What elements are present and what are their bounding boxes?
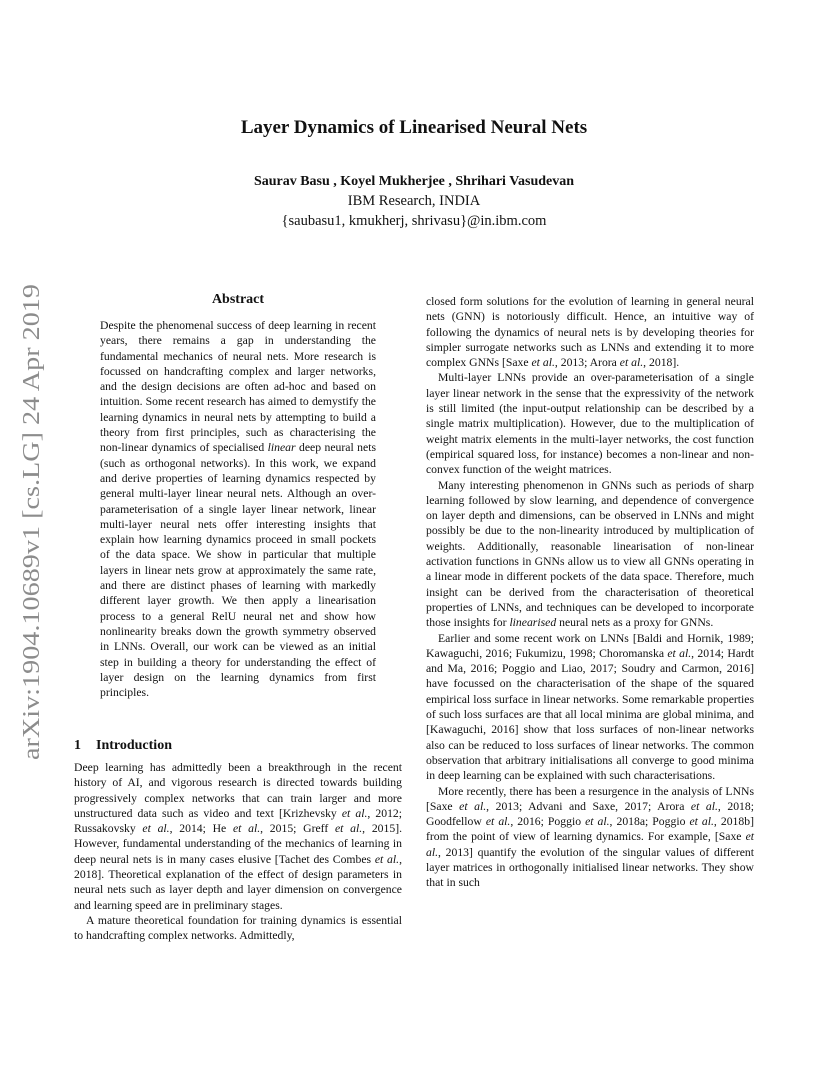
text: , 2018b] from the point of view of learning dynamics. For example, [Saxe [426, 815, 754, 844]
text: , 2018]. Theoretical explanation of the effect of design parameters in neural nets such as layer depth and layer dimension on convergence and learning speed are in preliminary stages. [74, 852, 402, 912]
citation-etal: et al. [374, 852, 400, 866]
text: closed form solutions for the evolution of learning in general neural nets (GNN) is notoriously difficult. Hence, an intuitive way of following the dynamics of neural nets is by developing theories for simpler surrogate networks such as LNNs and extending it to more complex GNNs [Saxe [426, 295, 754, 370]
paper-emails: {saubasu1, kmukherj, shrivasu}@in.ibm.com [281, 213, 547, 229]
paragraph: Multi-layer LNNs provide an over-parameterisation of a single layer linear network in the sense that the expressivity of the network is still limited (the input-output relationship can be described by a single matrix multiplication). However, due to the multiplication of weight matrix elements in the multi-layer networks, the cost function (empirical squared loss, for instance) becomes a non-linear and non-convex function of the weight matrices. [426, 371, 754, 477]
right-column-body [426, 294, 754, 891]
text: , 2018]. [643, 356, 680, 370]
abstract-emphasis: linear [267, 441, 296, 455]
paragraph [426, 784, 754, 891]
abstract-heading: Abstract [211, 292, 265, 307]
paragraph: A mature theoretical foundation for training dynamics is essential to handcrafting complex networks. Admittedly, [74, 913, 402, 943]
paper-affiliation: IBM Research, INDIA [347, 193, 481, 209]
abstract-text: deep neural nets (such as orthogonal networks). In this work, we expand and derive properties of learning dynamics respected by general multi-layer linear neural nets. Although an over-parameterisation of a single layer linear network, linear multi-layer neural nets offer interesting insights that explain how learning dynamics proceed in small pockets of the data space. We show in particular that multiple layers in linear nets grow at approximately the same rate, and there are distinct phases of learning with markedly different layer growth. We then apply a linearisation process to a general RelU neural net and show how nonlinearity breaks down the growth symmetry observed in LNNs. Overall, our work can be viewed as an initial step in building a theory for understanding the effect of layer design on the learning dynamics from first principles. [100, 441, 376, 700]
text: , 2013] quantify the evolution of the singular values of different layer matrices in orthogonally initialised linear networks. They show that in such [426, 845, 754, 890]
text: , 2015; Greff [260, 822, 335, 836]
abstract-body [100, 318, 376, 700]
citation-etal: et al. [334, 822, 363, 836]
section-title: Introduction [96, 738, 172, 753]
citation-etal: et al. [689, 815, 714, 829]
citation-etal: et al. [426, 830, 754, 859]
abstract-paragraph [100, 318, 376, 700]
text: Earlier and some recent work on LNNs [Baldi and Hornik, 1989; Kawaguchi, 2016; Fukumizu, 1998; Choromanska [426, 631, 754, 660]
paper-authors: Saurav Basu , Koyel Mukherjee , Shrihari Vasudevan [253, 174, 575, 189]
paragraph [74, 760, 402, 913]
paragraph [426, 631, 754, 784]
citation-etal: et al. [531, 356, 555, 370]
introduction-body [74, 760, 402, 944]
text: , 2013; Arora [554, 356, 620, 370]
text: , 2014; He [169, 822, 233, 836]
citation-etal: et al. [232, 822, 261, 836]
text: , 2014; Hardt and Ma, 2016; Poggio and Liao, 2017; Soudry and Carmon, 2016] have focussed on the characterisation of the shape of the squared empirical loss surface in linear networks. Some remarkable properties of such loss surfaces are that all local minima are global minima, and [Kawaguchi, 2016] show that loss surfaces of non-linear networks also can be reduced to loss surfaces of linear networks. The common observation that arbitrary initialisations all converge to good minima in deep learning can be explained with such characterisations. [426, 646, 754, 783]
text: , 2012; Russakovsky [74, 806, 403, 836]
arxiv-identifier-text: arXiv:1904.10689v1 [cs.LG] 24 Apr 2019 [19, 354, 45, 760]
citation-etal: et al. [485, 815, 511, 829]
abstract-text: Despite the phenomenal success of deep learning in recent years, there remains a gap in understanding the fundamental mechanics of neural nets. More research is focussed on handcrafting complex and larger networks, and the design decisions are often ad-hoc and based on intuition. Some recent research has aimed to demystify the learning dynamics in neural nets by attempting to build a theory from first principles, such as characterising the non-linear dynamics of specialised [100, 319, 376, 455]
text: More recently, there has been a resurgence in the analysis of LNNs [Saxe [426, 784, 754, 813]
citation-etal: et al. [341, 806, 368, 820]
citation-etal: et al. [667, 646, 692, 660]
paragraph [426, 294, 754, 370]
citation-etal: et al. [142, 822, 170, 836]
section-number: 1 [74, 738, 81, 753]
section-heading-introduction [74, 738, 172, 754]
text: neural nets as a proxy for GNNs. [556, 616, 714, 630]
arxiv-identifier-svg [14, 284, 48, 760]
citation-etal: et al. [690, 799, 718, 813]
text: , 2015]. However, fundamental understanding of the mechanics of learning in deep neural nets is in many cases elusive [Tachet des Combes [74, 822, 403, 866]
paragraph [426, 478, 754, 631]
emphasis: linearised [509, 616, 557, 630]
text: , 2016; Poggio [510, 815, 586, 829]
text: Deep learning has admittedly been a breakthrough in the recent history of AI, and vigorous research is directed towards building progressively complex networks that can train larger and more unstructured data such as video and text [Krizhevsky [74, 761, 402, 820]
paper-title: Layer Dynamics of Linearised Neural Nets [240, 117, 588, 138]
arxiv-identifier [14, 284, 48, 760]
text: , 2013; Advani and Saxe, 2017; Arora [486, 799, 691, 813]
text: , 2018a; Poggio [609, 815, 690, 829]
citation-etal: et al. [619, 356, 644, 370]
text: Many interesting phenomenon in GNNs such as periods of sharp learning followed by slow learning, and dependence of convergence on layer depth and dimensions, can be observed in LNNs and might possibly be due to the non-linearity introduced by multiplication of weights. Additionally, reasonable linearisation of non-linear activation functions in GNNs allow us to view all GNNs operating in a linear mode in different pockets of the data space. Therefore, much insight can be derived from the characterisation of theoretical properties of LNNs, and techniques can be developed to incorporate those insights for [426, 478, 754, 630]
text: , 2018; Goodfellow [426, 799, 754, 829]
citation-etal: et al. [585, 815, 610, 829]
citation-etal: et al. [459, 799, 487, 813]
